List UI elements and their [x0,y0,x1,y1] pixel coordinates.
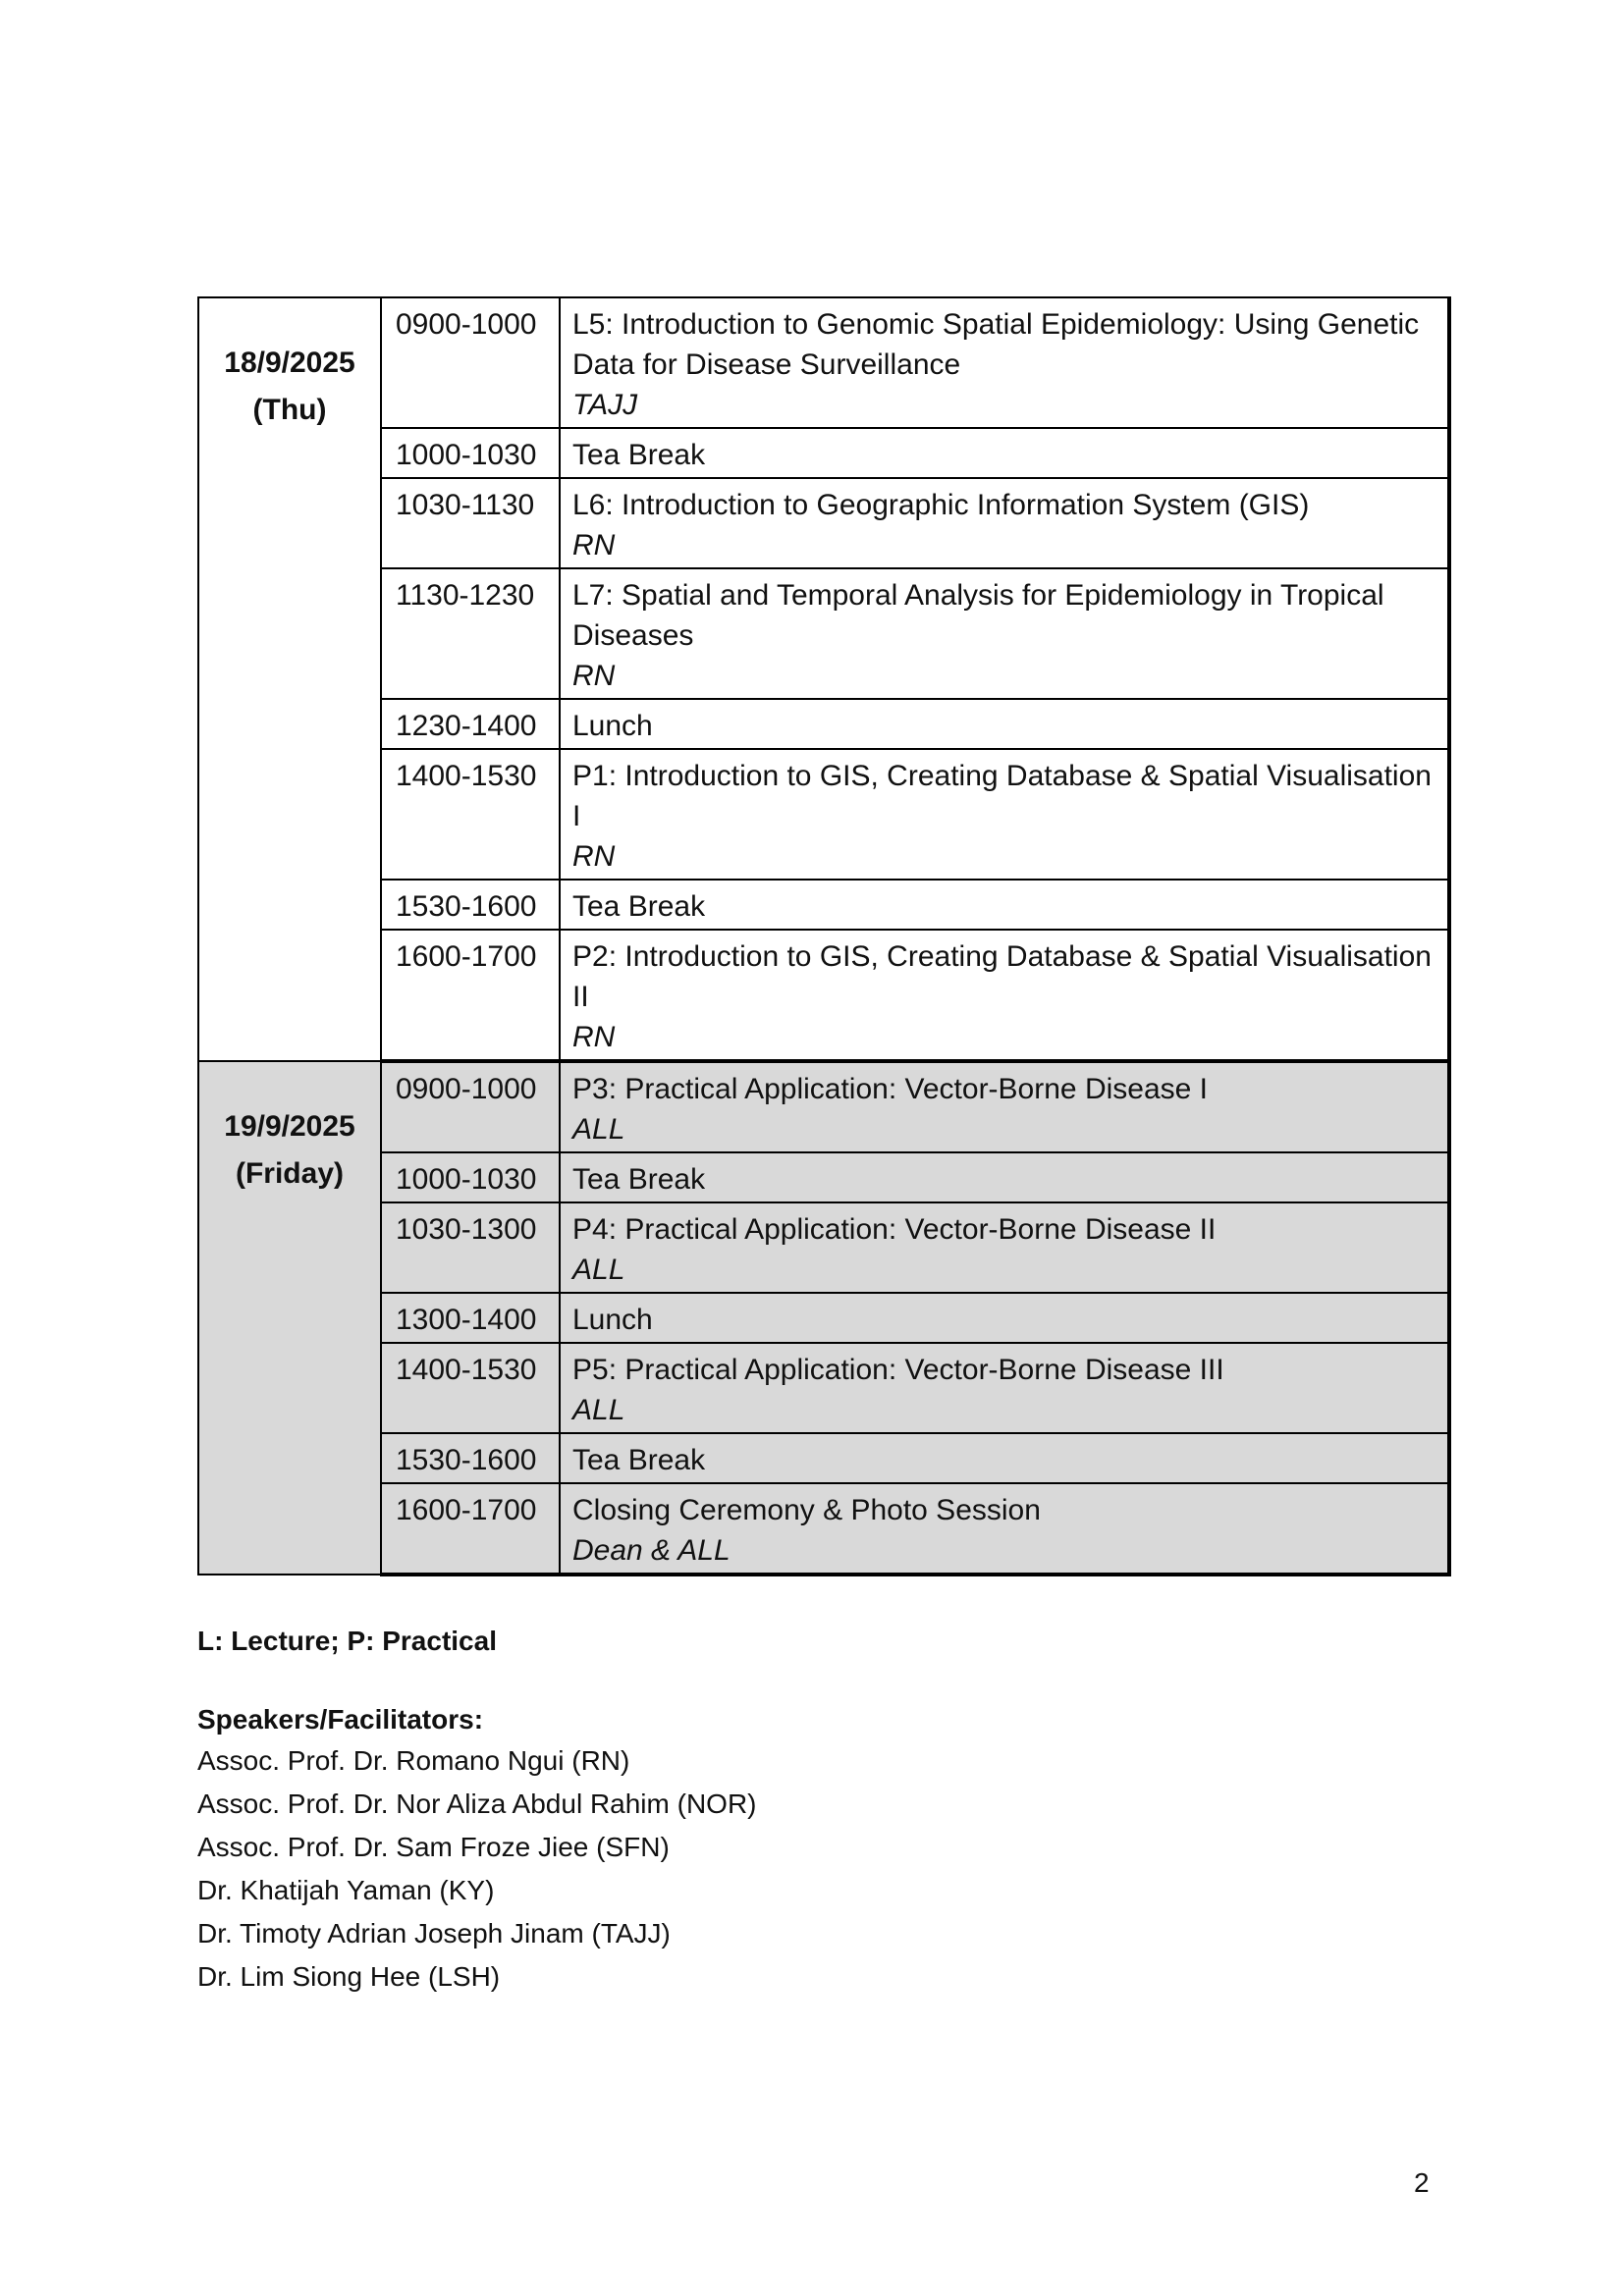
session-title: P3: Practical Application: Vector-Borne Disease I [572,1073,1208,1105]
schedule-row [198,428,1449,478]
speaker-item: Assoc. Prof. Dr. Sam Froze Jiee (SFN) [197,1832,670,1862]
speaker-item: Assoc. Prof. Dr. Nor Aliza Abdul Rahim (NOR) [197,1789,757,1819]
speaker-item: Dr. Khatijah Yaman (KY) [197,1875,495,1905]
weekday-label: (Thu) [252,394,327,426]
session-cell [560,699,1449,749]
schedule-row [198,930,1449,1061]
day-group [198,297,1449,1061]
session-cell [560,1433,1449,1483]
session-cell [560,1152,1449,1202]
time-slot: 1600-1700 [381,1483,560,1575]
session-speaker: RN [572,840,616,873]
time-slot: 1000-1030 [381,428,560,478]
day-group [198,1061,1449,1575]
page-number: 2 [1414,2167,1430,2198]
time-slot: 0900-1000 [381,297,560,428]
session-cell [560,297,1449,428]
time-slot: 1400-1530 [381,1343,560,1433]
session-speaker: ALL [572,1113,625,1146]
session-cell [560,1061,1449,1152]
session-cell [560,1483,1449,1575]
schedule-row [198,568,1449,699]
time-slot: 1400-1530 [381,749,560,880]
speakers-heading: Speakers/Facilitators: [197,1704,484,1735]
time-slot: 1030-1130 [381,478,560,568]
speaker-item: Dr. Timoty Adrian Joseph Jinam (TAJJ) [197,1918,671,1949]
session-cell [560,428,1449,478]
session-cell [560,478,1449,568]
page-body [197,296,1448,1999]
speaker-item: Assoc. Prof. Dr. Romano Ngui (RN) [197,1745,630,1776]
time-slot: 0900-1000 [381,1061,560,1152]
session-speaker: ALL [572,1394,625,1426]
time-slot: 1530-1600 [381,1433,560,1483]
session-speaker: TAJJ [572,389,638,421]
speakers-list [197,1739,1448,1999]
time-slot: 1030-1300 [381,1202,560,1293]
session-title: P5: Practical Application: Vector-Borne Disease III [572,1354,1224,1386]
session-title: L7: Spatial and Temporal Analysis for Epidemiology in Tropical Diseases [572,579,1384,652]
session-speaker: RN [572,1021,616,1053]
session-title: Lunch [572,1304,653,1336]
session-title: Tea Break [572,439,706,471]
session-title: Tea Break [572,1163,706,1196]
session-cell [560,1293,1449,1343]
session-cell [560,880,1449,930]
date-cell [198,297,381,1061]
schedule-row [198,1343,1449,1433]
session-title: Tea Break [572,890,706,923]
schedule-row [198,699,1449,749]
session-speaker: RN [572,529,616,561]
session-title: P4: Practical Application: Vector-Borne Disease II [572,1213,1217,1246]
session-title: P1: Introduction to GIS, Creating Database & Spatial Visualisation I [572,760,1432,832]
time-slot: 1600-1700 [381,930,560,1061]
schedule-row [198,478,1449,568]
schedule-row [198,1293,1449,1343]
session-title: L5: Introduction to Genomic Spatial Epidemiology: Using Genetic Data for Disease Surveillance [572,308,1420,381]
time-slot: 1300-1400 [381,1293,560,1343]
time-slot: 1130-1230 [381,568,560,699]
session-cell [560,749,1449,880]
session-title: L6: Introduction to Geographic Information System (GIS) [572,489,1310,521]
schedule-row [198,1152,1449,1202]
time-slot: 1230-1400 [381,699,560,749]
date-label: 19/9/2025 [224,1110,355,1143]
session-speaker: RN [572,660,616,692]
speaker-item: Dr. Lim Siong Hee (LSH) [197,1961,501,1992]
session-cell [560,1202,1449,1293]
session-speaker: ALL [572,1254,625,1286]
schedule-row [198,880,1449,930]
date-label: 18/9/2025 [224,347,355,379]
time-slot: 1000-1030 [381,1152,560,1202]
schedule-row [198,297,1449,428]
weekday-label: (Friday) [235,1157,344,1190]
schedule-row [198,1202,1449,1293]
session-title: Tea Break [572,1444,706,1476]
date-cell [198,1061,381,1575]
session-speaker: Dean & ALL [572,1534,731,1567]
session-cell [560,930,1449,1061]
time-slot: 1530-1600 [381,880,560,930]
session-cell [560,1343,1449,1433]
schedule-row [198,1433,1449,1483]
abbreviation-legend: L: Lecture; P: Practical [197,1626,497,1656]
session-cell [560,568,1449,699]
schedule-row [198,1483,1449,1575]
session-title: P2: Introduction to GIS, Creating Database & Spatial Visualisation II [572,940,1432,1013]
schedule-row [198,749,1449,880]
session-title: Closing Ceremony & Photo Session [572,1494,1041,1526]
session-title: Lunch [572,710,653,742]
schedule-table [197,296,1451,1576]
schedule-row [198,1061,1449,1152]
